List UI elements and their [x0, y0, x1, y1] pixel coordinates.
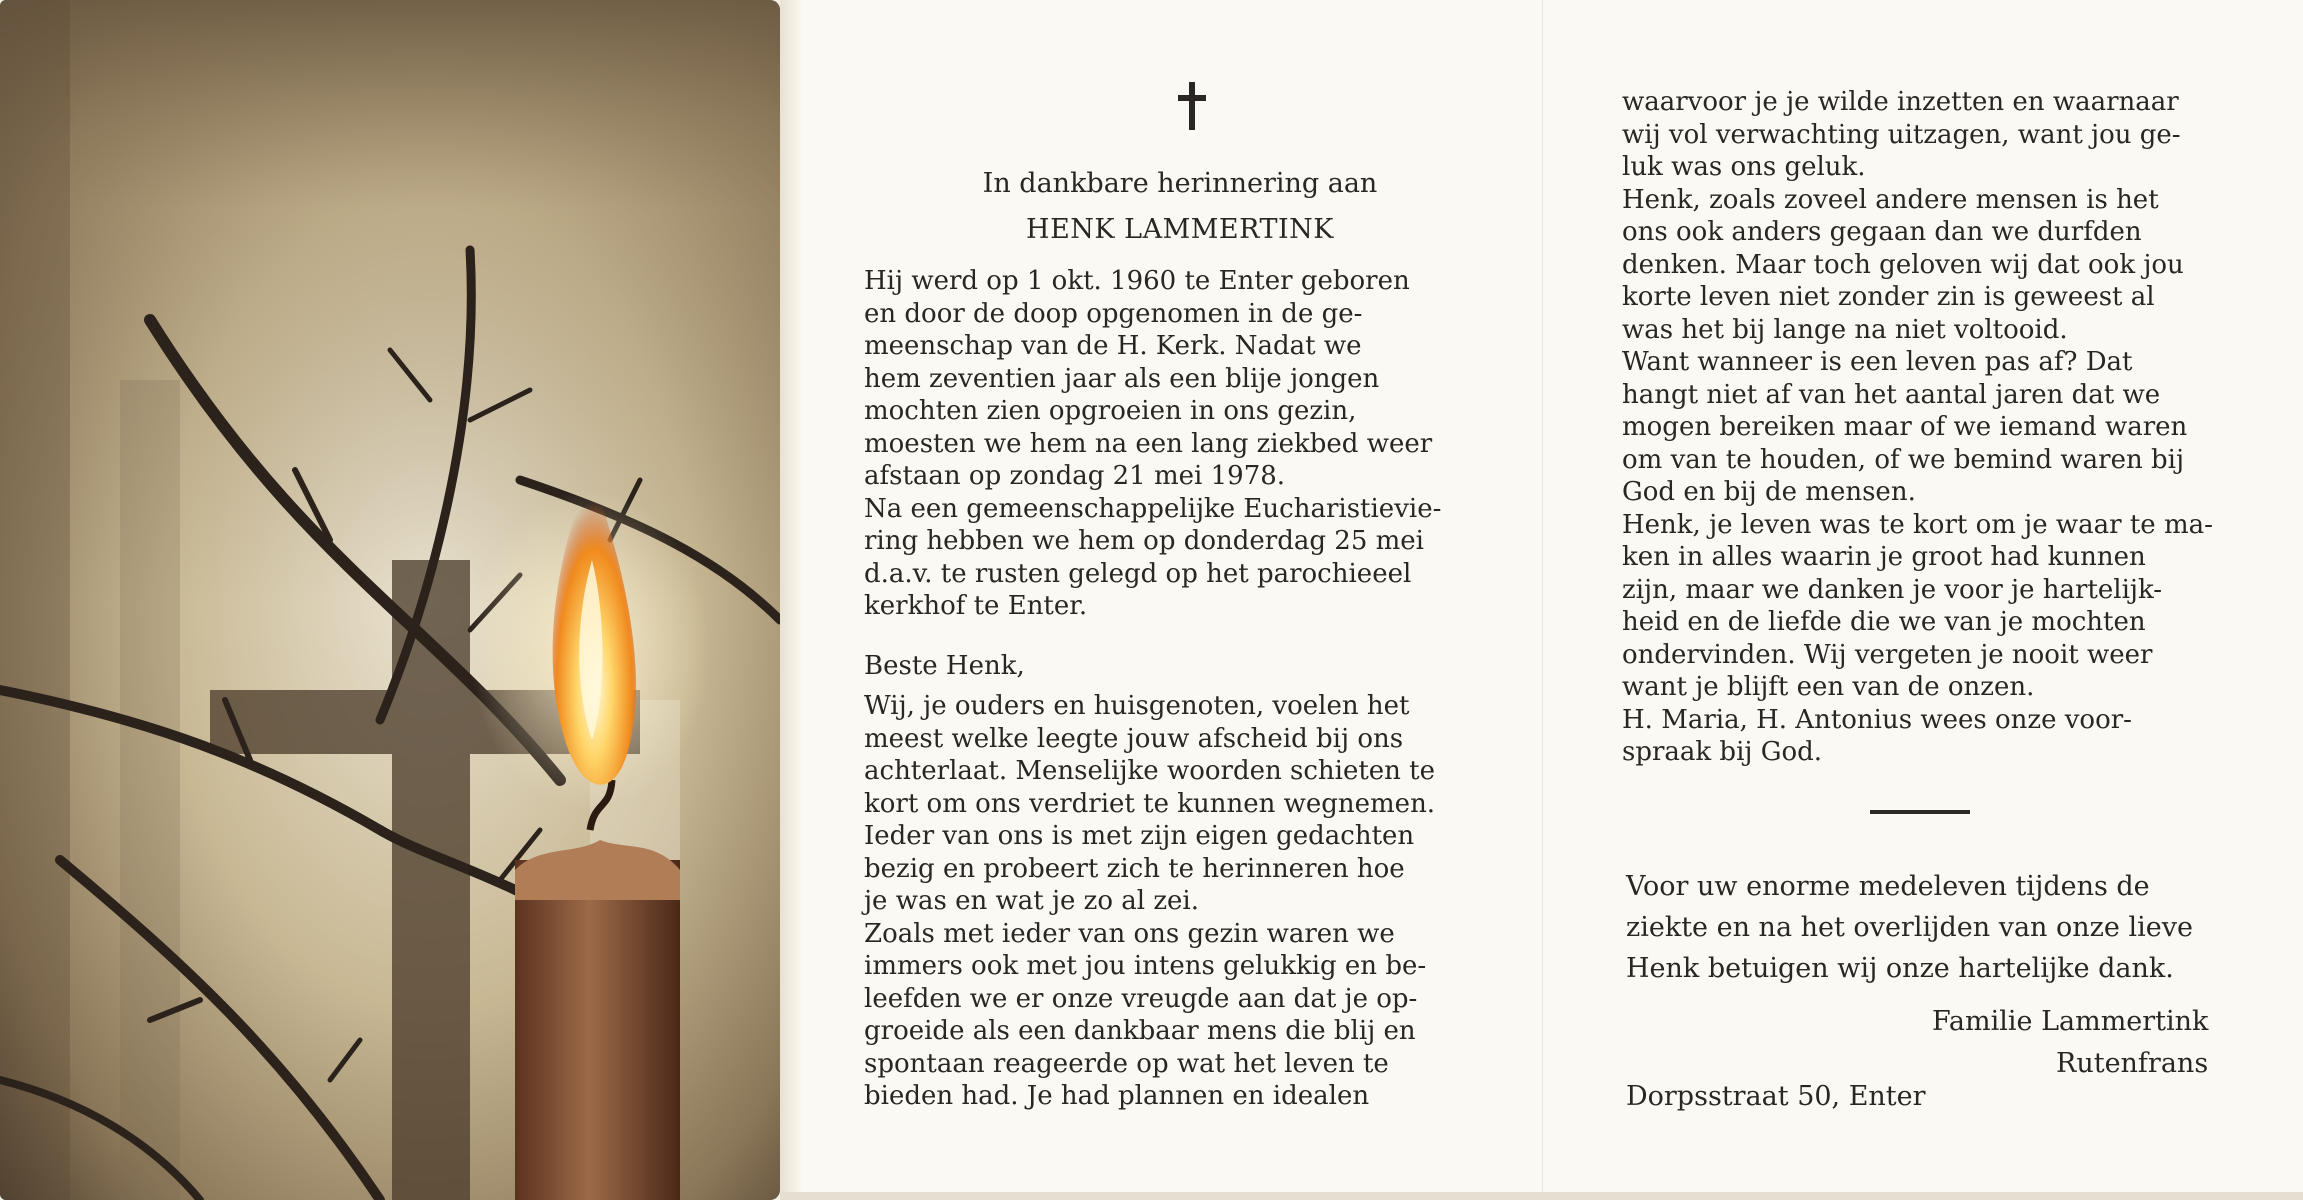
biography	[864, 265, 1458, 623]
letter-line: Henk, zoals zoveel andere mensen is het	[1622, 184, 2159, 215]
bio-line: Na een gemeenschappelijke Eucharistievie-	[864, 493, 1442, 524]
letter-line: Ieder van ons is met zijn eigen gedachten	[864, 821, 1415, 851]
letter-line: ondervinden. Wij vergeten je nooit weer	[1622, 639, 2153, 670]
letter-line: ons ook anders gegaan dan we durfden	[1622, 217, 2142, 247]
letter-line: zijn, maar we danken je voor je hartelijk-	[1622, 574, 2163, 605]
family-signature-second: Rutenfrans	[2056, 1048, 2209, 1079]
letter-line: kort om ons verdriet te kunnen wegnemen.	[864, 788, 1436, 819]
bio-line: ring hebben we hem op donderdag 25 mei	[864, 526, 1424, 556]
bio-line: Hij werd op 1 okt. 1960 te Enter geboren	[864, 266, 1410, 296]
letter-line: God en bij de mensen.	[1622, 477, 1916, 507]
letter-line: bieden had. Je had plannen en idealen	[864, 1081, 1370, 1111]
family-signature: Familie Lammertink	[1932, 1006, 2209, 1037]
thanks-line: Henk betuigen wij onze hartelijke dank.	[1626, 953, 2174, 984]
bio-line: meenschap van de H. Kerk. Nadat we	[864, 331, 1362, 361]
greeting: Beste Henk,	[864, 651, 1025, 681]
memorial-photo	[0, 0, 780, 1200]
bio-line: moesten we hem na een lang ziekbed weer	[864, 428, 1433, 459]
letter-line: was het bij lange na niet voltooid.	[1622, 314, 2068, 345]
letter-line: want je blijft een van de onzen.	[1622, 672, 2035, 702]
letter-line: Henk, je leven was te kort om je waar te ma-	[1622, 509, 2213, 540]
letter-line: heid en de liefde die we van je mochten	[1622, 607, 2146, 637]
letter-line: H. Maria, H. Antonius wees onze voor-	[1622, 704, 2132, 735]
letter-line: waarvoor je je wilde inzetten en waarnaar	[1622, 87, 2179, 117]
letter-line: mogen bereiken maar of we iemand waren	[1622, 412, 2188, 442]
letter-line: luk was ons geluk.	[1622, 152, 1866, 182]
bio-line: en door de doop opgenomen in de ge-	[864, 298, 1363, 329]
letter-line: spontaan reageerde op wat het leven te	[864, 1048, 1389, 1079]
cross-icon	[1178, 82, 1206, 130]
letter-line: meest welke leegte jouw afscheid bij ons	[864, 723, 1404, 754]
bio-line: hem zeventien jaar als een blije jongen	[864, 363, 1380, 394]
letter-line: leefden we er onze vreugde aan dat je op-	[864, 983, 1418, 1014]
deceased-name: HENK LAMMERTINK	[1026, 214, 1334, 245]
thanks-line: ziekte en na het overlijden van onze lieve	[1626, 912, 2193, 943]
letter-line: ken in alles waarin je groot had kunnen	[1622, 542, 2146, 572]
card-fold	[780, 0, 802, 1200]
letter-line: Want wanneer is een leven pas af? Dat	[1622, 347, 2133, 377]
letter-line: Wij, je ouders en huisgenoten, voelen het	[864, 691, 1410, 721]
letter-continuation	[1622, 86, 2216, 769]
letter-line: korte leven niet zonder zin is geweest al	[1622, 282, 2155, 312]
letter-line: wij vol verwachting uitzagen, want jou ge-	[1622, 119, 2181, 150]
letter-line: achterlaat. Menselijke woorden schieten te	[864, 756, 1436, 786]
thanks-note	[1626, 866, 2266, 989]
letter-line: denken. Maar toch geloven wij dat ook jou	[1622, 249, 2184, 280]
letter-line: hangt niet af van het aantal jaren dat we	[1622, 379, 2161, 410]
letter-line: bezig en probeert zich te herinneren hoe	[864, 853, 1405, 884]
letter-line: groeide als een dankbaar mens die blij en	[864, 1016, 1416, 1046]
intro-line: In dankbare herinnering aan	[982, 168, 1378, 199]
bio-line: d.a.v. te rusten gelegd op het parochieeel	[864, 558, 1412, 589]
letter-line: spraak bij God.	[1622, 737, 1823, 767]
letter-line: immers ook met jou intens gelukkig en be-	[864, 951, 1427, 981]
letter-line: om van te houden, of we bemind waren bij	[1622, 444, 2185, 475]
bio-line: afstaan op zondag 21 mei 1978.	[864, 461, 1286, 491]
candle-cross-image	[0, 0, 780, 1200]
letter-line: Zoals met ieder van ons gezin waren we	[864, 918, 1395, 949]
bio-line: kerkhof te Enter.	[864, 591, 1088, 621]
separator-line	[1870, 810, 1970, 814]
address: Dorpsstraat 50, Enter	[1626, 1081, 1926, 1112]
card-bottom-edge	[780, 1192, 2303, 1200]
thanks-line: Voor uw enorme medeleven tijdens de	[1626, 871, 2150, 902]
letter	[864, 690, 1458, 1113]
letter-line: je was en wat je zo al zei.	[864, 886, 1200, 916]
bio-line: mochten zien opgroeien in ons gezin,	[864, 396, 1357, 426]
